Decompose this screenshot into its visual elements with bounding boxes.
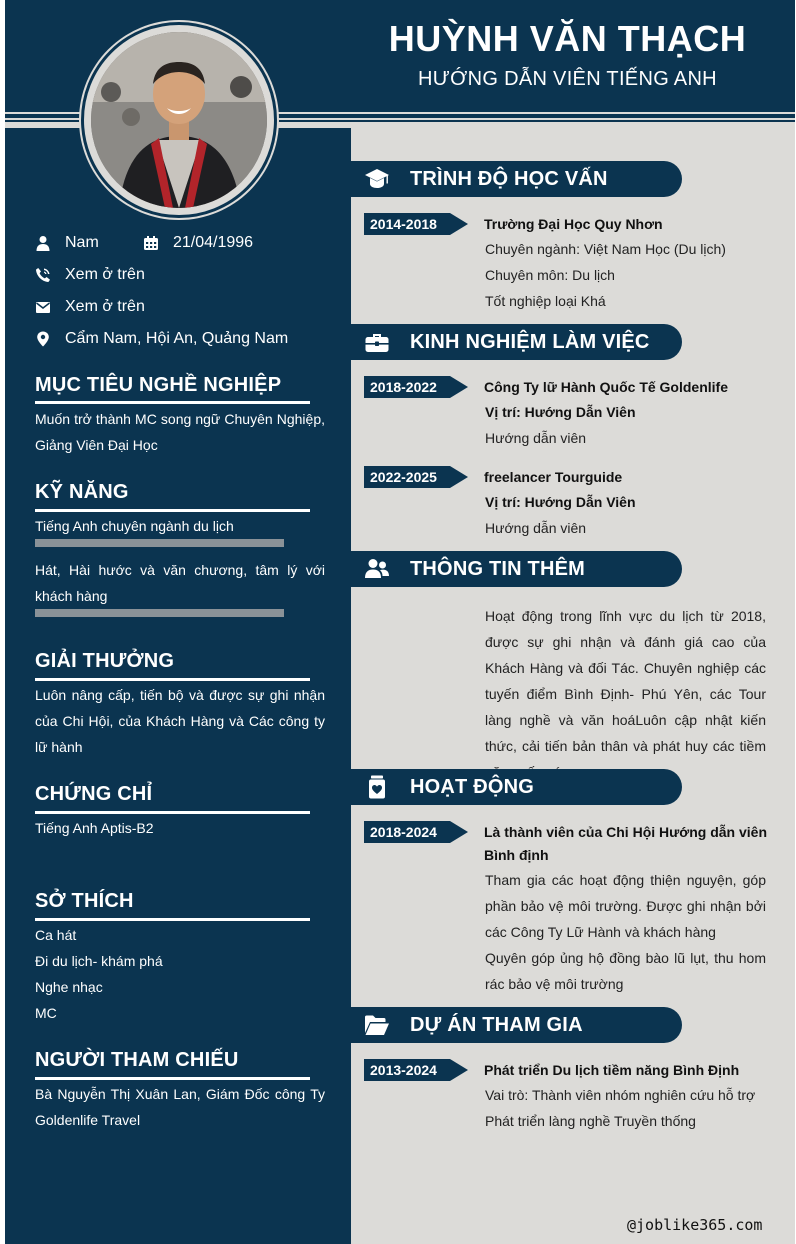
experience-heading: KINH NGHIỆM LÀM VIỆC [410, 330, 650, 353]
awards-rule [35, 678, 310, 681]
candidate-name: HUỲNH VĂN THẠCH [388, 18, 747, 59]
skill-level-bar [35, 539, 284, 547]
experience-position: Vị trí: Hướng Dẫn Viên [485, 494, 636, 510]
objective-rule [35, 401, 310, 404]
projects-detail: Phát triển làng nghề Truyền thống [485, 1113, 696, 1129]
envelope-icon [35, 299, 51, 315]
year-tag [364, 466, 468, 488]
phone-row [35, 266, 145, 284]
awards-heading: GIẢI THƯỞNG [35, 650, 175, 672]
projects-years: 2013-2024 [370, 1062, 437, 1078]
references-heading: NGƯỜI THAM CHIẾU [35, 1049, 239, 1071]
birthday-row [143, 234, 253, 252]
skill-label: Tiếng Anh chuyên ngành du lịch [35, 518, 234, 534]
additional-section-header [351, 551, 682, 587]
experience-years: 2022-2025 [370, 469, 437, 485]
education-detail: Tốt nghiệp loại Khá [485, 293, 606, 309]
phone-value: Xem ở trên [65, 266, 145, 283]
gender-value: Nam [65, 234, 99, 251]
experience-section-header [351, 324, 682, 360]
certificates-text: Tiếng Anh Aptis-B2 [35, 820, 154, 836]
references-rule [35, 1077, 310, 1080]
email-value: Xem ở trên [65, 298, 145, 315]
awards-text: Luôn nâng cấp, tiến bộ và được sự ghi nhận của Chi Hội, của Khách Hàng và Các công ty lữ hành [35, 687, 325, 755]
experience-desc: Hướng dẫn viên [485, 520, 587, 536]
activities-title: Là thành viên của Chi Hội Hướng dẫn viên Bình định [484, 824, 768, 863]
education-detail: Chuyên môn: Du lịch [485, 267, 615, 283]
projects-section-header [351, 1007, 682, 1043]
users-icon [364, 556, 390, 582]
hobby-item: Ca hát [35, 927, 77, 943]
hobby-item: MC [35, 1005, 57, 1021]
heart-jar-icon [364, 774, 390, 800]
skills-heading: KỸ NĂNG [35, 481, 129, 503]
folder-open-icon [364, 1012, 390, 1038]
experience-company: Công Ty lữ Hành Quốc Tế Goldenlife [484, 379, 728, 395]
objective-text: Muốn trở thành MC song ngữ Chuyên Nghiệp, Giảng Viên Đại Học [35, 411, 325, 453]
candidate-title: HƯỚNG DẪN VIÊN TIẾNG ANH [418, 68, 717, 90]
experience-desc: Hướng dẫn viên [485, 430, 587, 446]
education-detail: Chuyên ngành: Việt Nam Học (Du lịch) [485, 241, 726, 257]
education-heading: TRÌNH ĐỘ HỌC VẤN [410, 167, 608, 190]
gender-row [35, 234, 99, 252]
certificates-rule [35, 811, 310, 814]
objective-heading: MỤC TIÊU NGHỀ NGHIỆP [35, 374, 282, 396]
hobby-item: Nghe nhạc [35, 979, 103, 995]
experience-company: freelancer Tourguide [484, 469, 623, 485]
experience-years: 2018-2022 [370, 379, 437, 395]
skill-label: Hát, Hài hước và văn chương, tâm lý với khách hàng [35, 562, 325, 604]
education-school: Trường Đại Học Quy Nhơn [484, 216, 663, 232]
year-tag [364, 376, 468, 398]
calendar-icon [143, 235, 159, 251]
activities-detail: Tham gia các hoạt động thiện nguyện, góp phần bảo vệ môi trường. Được ghi nhận bởi các Công Ty Lữ Hành và khách hàng [485, 872, 766, 940]
education-section-header [351, 161, 682, 197]
phone-icon [35, 267, 51, 283]
email-row [35, 298, 145, 316]
user-icon [35, 235, 51, 251]
address-value: Cẩm Nam, Hội An, Quảng Nam [65, 330, 289, 347]
projects-detail: Vai trò: Thành viên nhóm nghiên cứu hỗ trợ [485, 1087, 756, 1103]
map-pin-icon [35, 331, 51, 347]
education-years: 2014-2018 [370, 216, 437, 232]
site-watermark: @joblike365.com [627, 1216, 763, 1234]
activities-years: 2018-2024 [370, 824, 437, 840]
year-tag [364, 1059, 468, 1081]
certificates-heading: CHỨNG CHỈ [35, 783, 153, 805]
address-row [35, 330, 288, 348]
activities-detail: Quyên góp ủng hộ đồng bào lũ lụt, thu hom rác bảo vệ môi trường [485, 950, 766, 992]
briefcase-icon [364, 329, 390, 355]
activities-section-header [351, 769, 682, 805]
year-tag [364, 213, 468, 235]
additional-text: Hoạt động trong lĩnh vực du lịch từ 2018, được sự ghi nhận và đánh giá cao của Khách Hàng và đối Tác. Chuyên nghiệp các tuyến điểm Bình Định- Phú Yên, các Tour làng nghề và văn hoáLuôn cập nhật kiến thức, cải tiến bản thân và phát huy các tiềm [485, 608, 766, 754]
skills-rule [35, 509, 310, 512]
projects-title: Phát triển Du lịch tiềm năng Bình Định [484, 1062, 740, 1078]
projects-heading: DỰ ÁN THAM GIA [410, 1013, 583, 1036]
graduation-cap-icon [364, 166, 390, 192]
year-tag [364, 821, 468, 843]
avatar [91, 32, 267, 208]
cv-page [5, 0, 795, 1244]
experience-position: Vị trí: Hướng Dẫn Viên [485, 404, 636, 420]
hobbies-heading: SỞ THÍCH [35, 890, 134, 912]
additional-heading: THÔNG TIN THÊM [410, 557, 586, 580]
hobby-item: Đi du lịch- khám phá [35, 953, 163, 969]
activities-heading: HOẠT ĐỘNG [410, 775, 535, 798]
hobbies-rule [35, 918, 310, 921]
skill-level-bar [35, 609, 284, 617]
references-text: Bà Nguyễn Thị Xuân Lan, Giám Đốc công Ty Goldenlife Travel [35, 1086, 325, 1128]
birthday-value: 21/04/1996 [173, 234, 254, 251]
